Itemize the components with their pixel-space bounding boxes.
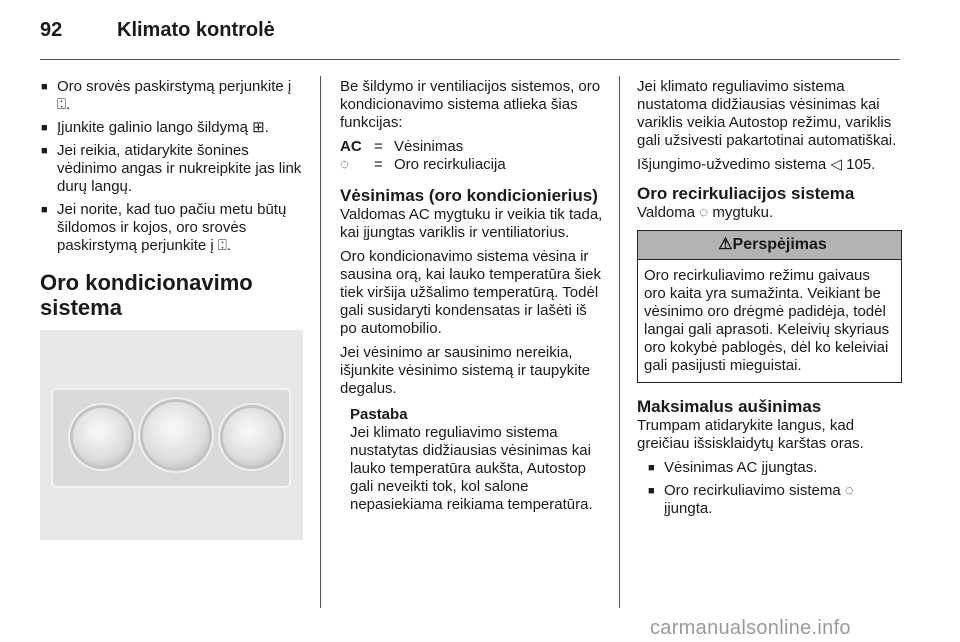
control-panel — [51, 388, 291, 488]
column-3 — [637, 78, 902, 523]
warning-text: Oro recirkuliavimo režimu gaivaus oro kaita yra sumažinta. Veikiant be vėsinimo oro drėgmė padidėja, todėl langai gali aprasoti. Keleivių skyriaus oro kokybė pablogės, dėl ko keleiviai gali pasijusti mieguistai. — [644, 267, 890, 374]
recirculation-icon: ◌ — [340, 156, 349, 173]
paragraph: Valdomas AC mygtuku ir veikia tik tada, kai įjungtas variklis ir ventiliatorius. — [340, 206, 603, 241]
column-divider-1 — [320, 76, 321, 608]
note-box — [350, 406, 605, 514]
warning-box — [637, 230, 902, 383]
page-number: 92 — [40, 19, 63, 41]
section-heading: Vėsinimas (oro kondicionierius) — [340, 186, 598, 205]
list-item: ■ Oro srovės paskirstymą perjunkite į ⍠. — [40, 78, 305, 114]
table-row: AC = Vėsinimas — [340, 138, 464, 155]
paragraph: Jei vėsinimo ar sausinimo nereikia, išjunkite vėsinimo sistemą ir taupykite degalus. — [340, 344, 591, 397]
list-item: ■ Jei norite, kad tuo pačiu metu būtų šildomos ir kojos, oro srovės paskirstymą perjunkite į ⍠. — [40, 201, 305, 255]
list-item: ■ Oro recirkuliavimo sistema ◌ įjungta. — [647, 482, 902, 518]
fan-knob — [73, 408, 131, 466]
page-header — [0, 0, 960, 60]
cross-reference: Išjungimo-užvedimo sistema ◁ 105. — [637, 156, 876, 173]
warning-title: ⚠Perspėjimas — [638, 231, 901, 260]
paragraph: Valdoma ◌ mygtuku. — [637, 204, 774, 221]
column-divider-2 — [619, 76, 620, 608]
distribution-knob — [143, 402, 209, 468]
list-item: ■ Jei reikia, atidarykite šonines vėdinimo angas ir nukreipkite jas link durų langų. — [40, 142, 305, 196]
page-title: Klimato kontrolė — [117, 19, 275, 41]
climate-panel-photo — [40, 330, 303, 540]
intro-paragraph: Be šildymo ir ventiliacijos sistemos, oro kondicionavimo sistema atlieka šias funkcijas: — [340, 78, 601, 131]
section-heading: Oro recirkuliacijos sistema — [637, 184, 855, 203]
bullet-list — [647, 459, 902, 518]
header-rule — [40, 59, 900, 60]
note-text: Jei klimato reguliavimo sistema nustatytas didžiausias vėsinimas kai lauko temperatūra aukšta, Autostop gali neveikti tok, kol salone nepasiekiama reikiama temperatūra. — [350, 424, 593, 513]
column-1 — [40, 78, 305, 540]
column-2 — [340, 78, 605, 514]
list-item: ■ Įjunkite galinio lango šildymą ⊞. — [40, 119, 305, 137]
note-heading: Pastaba — [350, 406, 408, 423]
paragraph: Jei klimato reguliavimo sistema nustatoma didžiausias vėsinimas kai variklis veikia Autostop režimu, variklis gali užsivesti pakartotinai automatiškai. — [637, 78, 897, 149]
paragraph: Trumpam atidarykite langus, kad greičiau išsisklaidytų karštas oras. — [637, 417, 864, 452]
section-heading: Maksimalus aušinimas — [637, 397, 822, 416]
temperature-knob — [223, 408, 281, 466]
section-heading: Oro kondicionavimo sistema — [40, 270, 253, 320]
watermark: carmanualsonline.info — [650, 617, 851, 639]
list-item: ■ Vėsinimas AC įjungtas. — [647, 459, 902, 477]
function-table — [340, 138, 605, 174]
bullet-list — [40, 78, 305, 255]
paragraph: Oro kondicionavimo sistema vėsina ir sausina orą, kai lauko temperatūra šiek tiek viršija užšalimo temperatūrą. Todėl gali susidaryti kondensatas ir lašėti iš po automobilio. — [340, 248, 601, 337]
ac-key: AC — [340, 138, 362, 155]
table-row: ◌ = Oro recirkuliacija — [340, 156, 506, 173]
